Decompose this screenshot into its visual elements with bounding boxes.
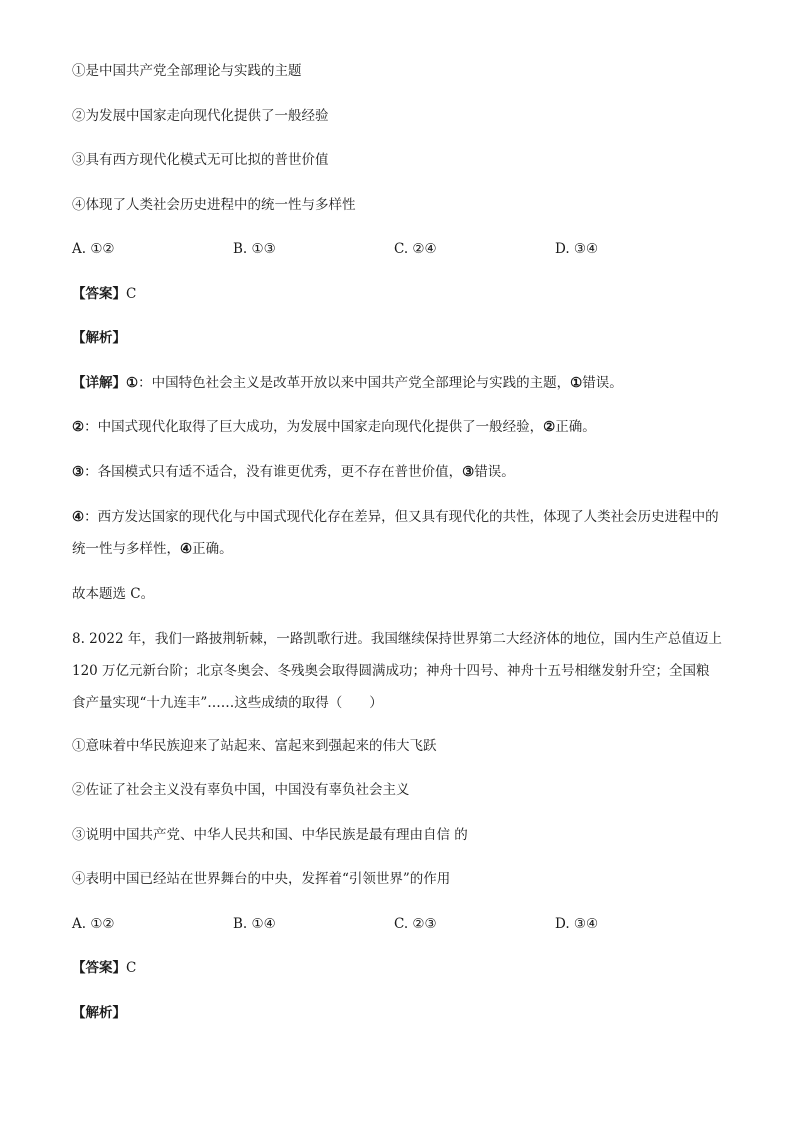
q7-option-a: A. ①② <box>72 241 115 257</box>
q7-item-1: ①是中国共产党全部理论与实践的主题 <box>72 63 302 79</box>
answer-value: C <box>126 960 137 976</box>
q7-conclusion: 故本题选 C。 <box>72 585 155 602</box>
q7-item-4: ④体现了人类社会历史进程中的统一性与多样性 <box>72 196 356 213</box>
answer-label: 【答案】 <box>72 285 126 302</box>
q8-item-4: ④表明中国已经站在世界舞台的中央，发挥着“引领世界”的作用 <box>72 871 451 887</box>
q8-answer <box>72 957 722 979</box>
answer-value: C <box>126 285 137 302</box>
q8-item-3: ③说明中国共产党、中华人民共和国、中华民族是最有理由自信 的 <box>72 826 468 843</box>
q7-detail-1: 【详解】①：中国特色社会主义是改革开放以来中国共产党全部理论与实践的主题，①错误。 <box>72 374 623 391</box>
document-page <box>72 60 722 1024</box>
q7-option-c: C. ②④ <box>394 241 437 257</box>
q8-option-c: C. ②③ <box>394 915 437 932</box>
q8-item-2: ②佐证了社会主义没有辜负中国，中国没有辜负社会主义 <box>72 782 410 798</box>
q7-option-d: D. ③④ <box>555 241 599 257</box>
q7-detail-2: ②：中国式现代化取得了巨大成功，为发展中国家走向现代化提供了一般经验，②正确。 <box>72 419 596 435</box>
q7-analysis-label: 【解析】 <box>72 330 126 346</box>
q7-item-3: ③具有西方现代化模式无可比拟的普世价值 <box>72 152 329 168</box>
q8-item-1: ①意味着中华民族迎来了站起来、富起来到强起来的伟大飞跃 <box>72 737 437 754</box>
answer-label: 【答案】 <box>72 960 126 976</box>
detail-label: 【详解】 <box>72 374 126 391</box>
q7-detail-3: ③：各国模式只有适不适合，没有谁更优秀，更不存在普世价值，③错误。 <box>72 463 515 480</box>
q7-option-b: B. ①③ <box>233 241 276 257</box>
q7-answer <box>72 283 722 305</box>
q7-item-2: ②为发展中国家走向现代化提供了一般经验 <box>72 107 329 124</box>
q8-analysis-label: 【解析】 <box>72 1004 126 1021</box>
q8-option-a: A. ①② <box>72 915 115 932</box>
q7-options <box>72 238 722 260</box>
q8-option-b: B. ①④ <box>233 915 276 932</box>
q7-detail-4: ④：西方发达国家的现代化与中国式现代化存在差异，但又具有现代化的共性，体现了人类社会历史进程中的统一性与多样性，④正确。 <box>72 508 719 557</box>
q8-option-d: D. ③④ <box>555 915 599 932</box>
q8-stem: 8. 2022 年，我们一路披荆斩棘，一路凯歌行进。我国继续保持世界第二大经济体的地位，国内生产总值迈上 120 万亿元新台阶；北京冬奥会、冬残奥会取得圆满成功；神舟十四号、神舟十五号相继发射升空；全国粮食产量实现“十九连丰”……这些成绩的取得（ ） <box>72 630 722 711</box>
q8-options <box>72 913 722 935</box>
